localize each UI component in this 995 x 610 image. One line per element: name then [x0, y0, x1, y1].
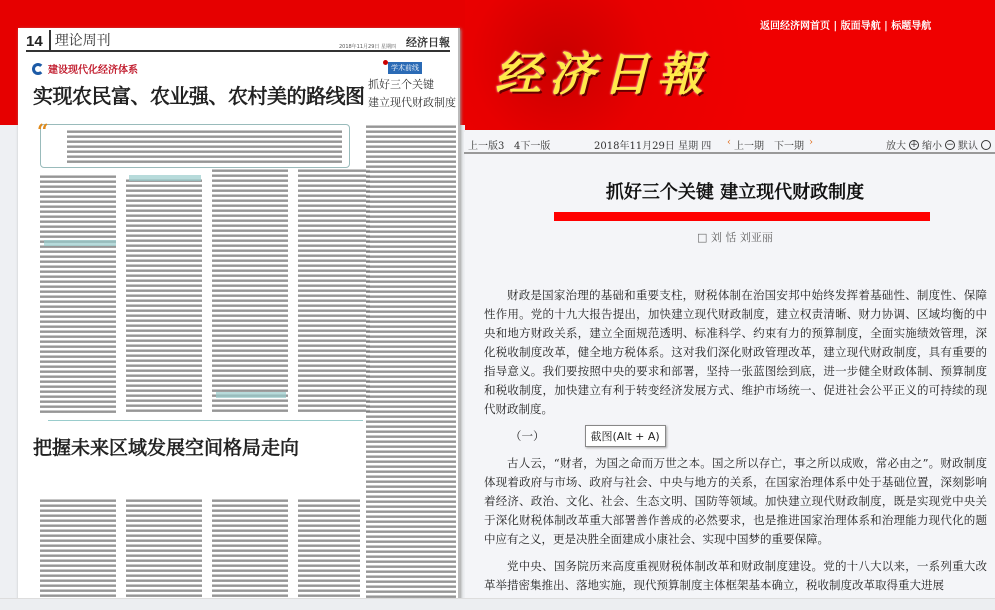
top-nav: [760, 17, 931, 32]
editor-note-text: [67, 129, 342, 163]
side-title-line-1[interactable]: 抓好三个关键: [368, 78, 434, 91]
plus-circle-icon[interactable]: +: [910, 139, 918, 150]
nav-separator: |: [884, 21, 888, 32]
subhead-mark: [129, 175, 201, 181]
text-column: [298, 168, 370, 414]
paper-logo-small: 经济日報: [406, 36, 450, 49]
prev-issue-link[interactable]: 上一期: [734, 141, 764, 152]
horizontal-scrollbar[interactable]: [0, 598, 995, 610]
nav-title-link[interactable]: 标题导航: [891, 21, 932, 32]
page-header: [26, 32, 450, 52]
page-headline[interactable]: 实现农民富、农业强、农村美的路线图: [33, 84, 365, 108]
text-column: [212, 498, 288, 600]
text-column: [298, 498, 360, 600]
quote-icon: “: [37, 119, 49, 143]
article-author: □ 刘 恬 刘亚丽: [697, 231, 773, 244]
text-column: [126, 498, 202, 600]
prev-page-link[interactable]: 上一版3: [468, 141, 505, 152]
chevron-right-icon: ›: [809, 137, 813, 148]
section-number-row: [484, 427, 987, 446]
newspaper-page-image[interactable]: [18, 28, 460, 600]
subhead-mark: [44, 240, 116, 246]
section-divider: [48, 420, 363, 421]
default-zoom-button[interactable]: 默认: [958, 141, 978, 152]
page-number: 14: [26, 33, 43, 50]
text-column: [40, 174, 116, 414]
side-title-line-2[interactable]: 建立现代财政制度: [368, 96, 456, 109]
article-title: 抓好三个关键 建立现代财政制度: [605, 182, 865, 203]
nav-separator: |: [833, 21, 838, 32]
section-number: （一）: [510, 429, 545, 443]
screenshot-tooltip: 截图(Alt + A): [585, 425, 666, 447]
circle-icon[interactable]: [981, 140, 991, 150]
section-ring-icon: [32, 63, 44, 75]
page-date: 2018年11月29日 星期四: [338, 44, 396, 50]
text-column: [40, 498, 116, 600]
text-column: [212, 168, 288, 414]
newspaper-logo: 经济日報: [495, 47, 711, 101]
text-column: [126, 178, 202, 414]
issue-date: 2018年11月29日 星期 四: [594, 141, 712, 152]
zoom-controls: [886, 137, 991, 152]
title-underline: [554, 212, 930, 221]
paragraph: 党中央、国务院历来高度重视财税体制改革和财政制度建设。党的十八大以来，一系列重大改革举措密集推出、落地实施，现代预算制度主体框架基本确立，税收制度改革取得重大进展: [484, 559, 987, 592]
nav-page-link[interactable]: 版面导航: [840, 21, 881, 32]
side-tag: 学术前线: [388, 62, 422, 74]
next-page-link[interactable]: 4下一版: [514, 141, 551, 152]
minus-circle-icon[interactable]: −: [946, 139, 954, 150]
section-label-text: 建设现代化经济体系: [48, 65, 138, 76]
article-body: [484, 286, 987, 595]
next-issue-link[interactable]: 下一期: [774, 141, 804, 152]
section-label: [32, 61, 138, 76]
column-name: 理论周刊: [49, 30, 111, 50]
text-column: [366, 124, 456, 600]
page-headline-2[interactable]: 把握未来区域发展空间格局走向: [33, 437, 300, 459]
paragraph: 财政是国家治理的基础和重要支柱，财税体制在治国安邦中始终发挥着基础性、制度性、保障性作用。党的十九大报告提出，加快建立现代财政制度，建立权责清晰、财力协调、区域均衡的中央和地方财政关系，建立全面规范透明、标准科学、约束有力的预算制度，全面实施绩效管理，深化税收制度改革，健全地方税体系。这对我们深化财政管理改革，建立现代财政制度，具有重要的指导意义。我们要按照中央的要求和部署，坚持一张蓝图绘到底，进一步健全财政体制、预算制度和税收制度，加快建立有利于转变经济发展方式、维护市场统一、促进社会公平正义的可持续的现代财政制度。: [484, 288, 987, 416]
page-toolbar: [464, 132, 995, 154]
paragraph: 古人云，“财者，为国之命而万世之本。国之所以存亡，事之所以成败，常必由之”。财政制度体现着政府与市场、政府与社会、中央与地方的关系，在国家治理体系中处于基础位置，深刻影响着经济、政治、文化、社会、生态文明、国防等领域。加快建立现代财政制度，既是实现党中央关于深化财税体制改革重大部署善作善成的必然要求，也是推进国家治理体系和治理能力现代化的题中应有之义，更是决胜全面建成小康社会、实现中国梦的重要保障。: [484, 456, 987, 546]
zoom-in-button[interactable]: 放大: [886, 141, 906, 152]
editor-note-box: [37, 119, 350, 168]
chevron-left-icon: ‹: [727, 137, 731, 148]
nav-home-link[interactable]: 返回经济网首页: [760, 21, 830, 32]
subhead-mark: [216, 392, 286, 398]
zoom-out-button[interactable]: 缩小: [922, 141, 942, 152]
